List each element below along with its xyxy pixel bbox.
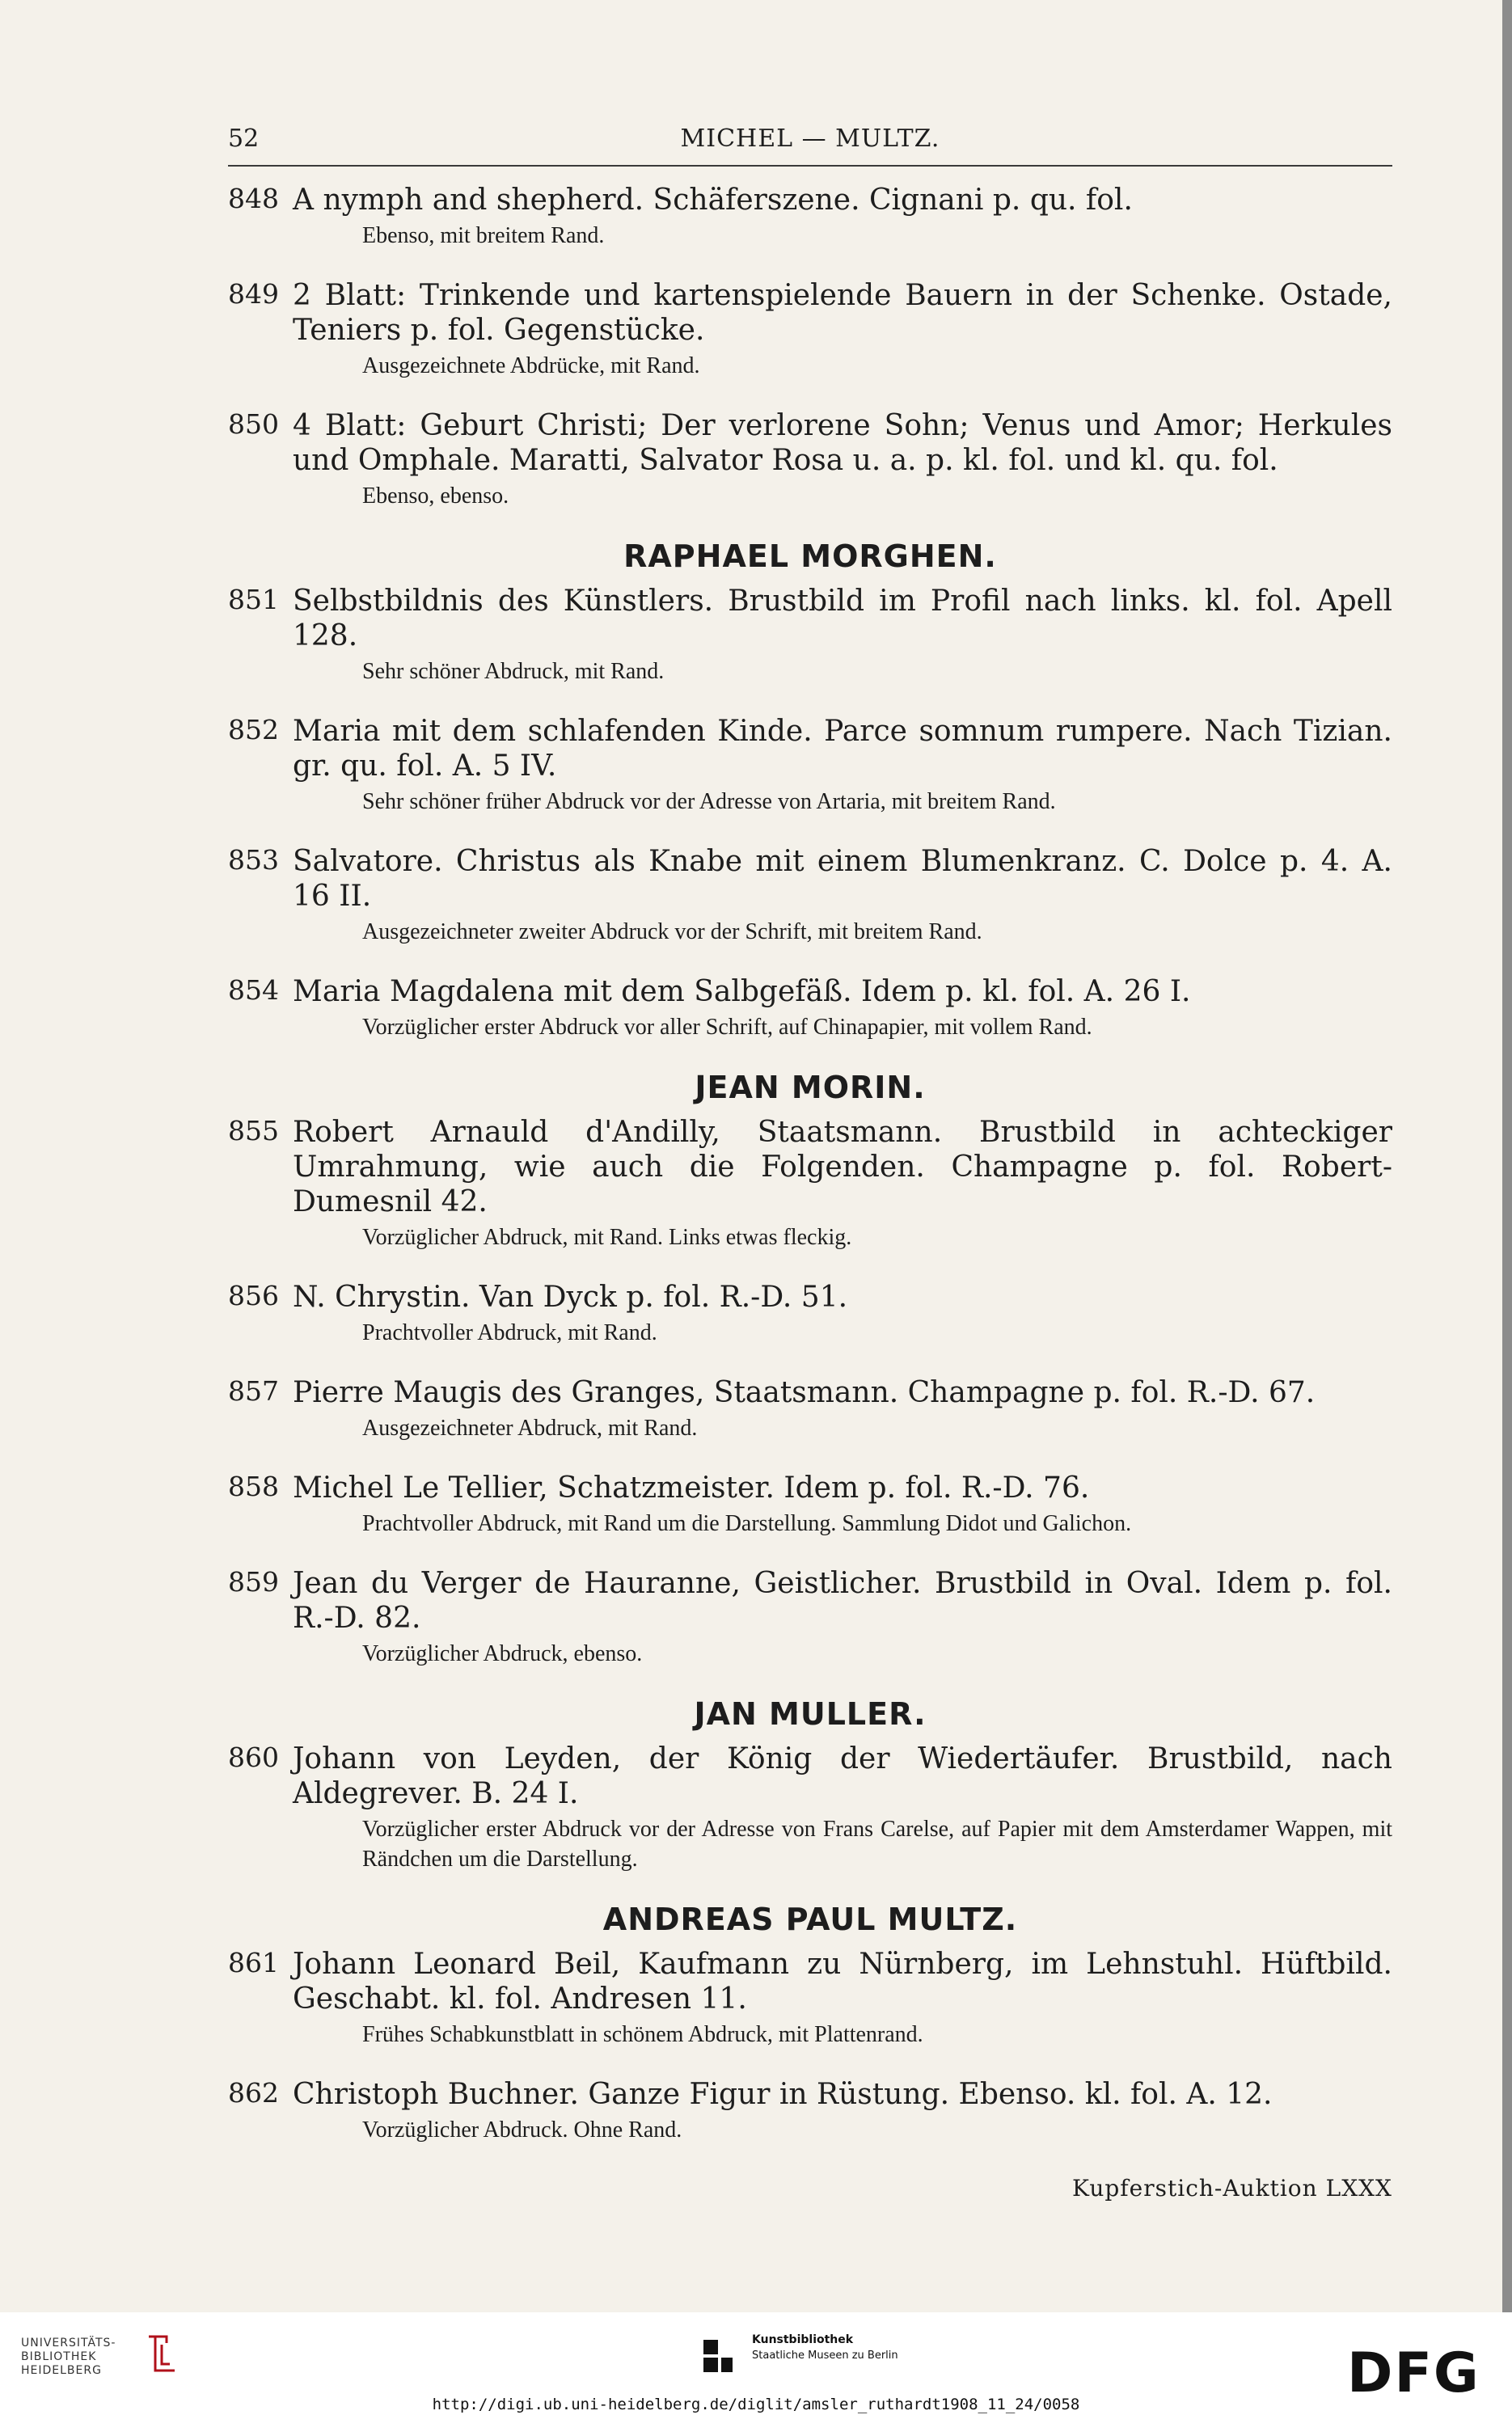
lot-number: 859 xyxy=(228,1566,279,1598)
kunstbibliothek-label xyxy=(752,2333,898,2362)
lot-description: Jean du Verger de Hauranne, Geistlicher. Brustbild in Oval. Idem p. fol. R.-D. 82. xyxy=(293,1567,1392,1635)
catalogue-content xyxy=(228,183,1392,2172)
catalogue-entry xyxy=(228,278,1392,381)
entry-group-muller xyxy=(228,1742,1392,1874)
lot-description: Johann Leonard Beil, Kaufmann zu Nürnberg, im Lehnstuhl. Hüftbild. Geschabt. kl. fol. Andresen 11. xyxy=(293,1948,1392,2016)
uni-line-1: UNIVERSITÄTS- xyxy=(21,2337,116,2350)
lot-description: 4 Blatt: Geburt Christi; Der verlorene Sohn; Venus und Amor; Herkules und Omphale. Maratti, Salvator Rosa u. a. p. kl. fol. und kl. qu. fol. xyxy=(293,409,1392,477)
lot-condition-note: Prachtvoller Abdruck, mit Rand. xyxy=(362,1320,657,1345)
lot-number: 862 xyxy=(228,2077,279,2109)
lot-condition-note: Sehr schöner Abdruck, mit Rand. xyxy=(362,659,665,684)
catalogue-entry xyxy=(228,584,1392,686)
lot-description: Salvatore. Christus als Knabe mit einem Blumenkranz. C. Dolce p. 4. A. 16 II. xyxy=(293,845,1392,913)
entry-group-morin xyxy=(228,1115,1392,1669)
lot-condition-note: Sehr schöner früher Abdruck vor der Adresse von Artaria, mit breitem Rand. xyxy=(362,789,1056,814)
lot-number: 861 xyxy=(228,1947,279,1978)
lot-condition-note: Ausgezeichnete Abdrücke, mit Rand. xyxy=(362,353,700,378)
uni-line-2: BIBLIOTHEK xyxy=(21,2350,97,2363)
lot-condition-note: Vorzüglicher Abdruck, ebenso. xyxy=(362,1641,643,1666)
lot-condition-note: Vorzüglicher erster Abdruck vor der Adresse von Frans Carelse, auf Papier mit dem Amsterdamer Wappen, mit Rändchen um die Darstellung. xyxy=(362,1817,1392,1872)
lot-number: 853 xyxy=(228,844,279,876)
section-heading-multz: ANDREAS PAUL MULTZ. xyxy=(602,1902,1018,1937)
lot-condition-note: Ebenso, mit breitem Rand. xyxy=(362,223,605,248)
lot-number: 848 xyxy=(228,183,279,214)
catalogue-entry xyxy=(228,844,1392,947)
lot-description: Christoph Buchner. Ganze Figur in Rüstung. Ebenso. kl. fol. A. 12. xyxy=(293,2078,1273,2111)
lot-description: Michel Le Tellier, Schatzmeister. Idem p. fol. R.-D. 76. xyxy=(293,1471,1090,1505)
lot-condition-note: Ebenso, ebenso. xyxy=(362,483,509,509)
catalogue-entry xyxy=(228,1280,1392,1348)
lot-condition-note: Ausgezeichneter Abdruck, mit Rand. xyxy=(362,1416,698,1441)
lot-description: Selbstbildnis des Künstlers. Brustbild im Profil nach links. kl. fol. Apell 128. xyxy=(293,585,1392,652)
lot-condition-note: Vorzüglicher erster Abdruck vor aller Schrift, auf Chinapapier, mit vollem Rand. xyxy=(362,1015,1092,1040)
catalogue-entry xyxy=(228,1947,1392,2050)
lot-description: Maria Magdalena mit dem Salbgefäß. Idem p. kl. fol. A. 26 I. xyxy=(293,975,1191,1008)
lot-description: Robert Arnauld d'Andilly, Staatsmann. Brustbild in achteckiger Umrahmung, wie auch die Folgenden. Champagne p. fol. Robert-Dumesnil 42. xyxy=(293,1116,1392,1218)
section-heading-muller: JAN MULLER. xyxy=(694,1696,927,1732)
permalink-url[interactable]: http://digi.ub.uni-heidelberg.de/diglit/amsler_ruthardt1908_11_24/0058 xyxy=(432,2396,1080,2413)
catalogue-entry xyxy=(228,2077,1392,2145)
catalogue-entry xyxy=(228,974,1392,1042)
university-library-label xyxy=(21,2337,116,2378)
lot-number: 858 xyxy=(228,1471,279,1502)
catalogue-entry xyxy=(228,408,1392,511)
footer-bar xyxy=(0,2312,1512,2415)
lot-number: 851 xyxy=(228,584,279,615)
heidelberg-logo-icon[interactable] xyxy=(142,2328,183,2379)
catalogue-entry xyxy=(228,1375,1392,1443)
lot-number: 849 xyxy=(228,278,279,310)
lot-condition-note: Prachtvoller Abdruck, mit Rand um die Darstellung. Sammlung Didot und Galichon. xyxy=(362,1511,1132,1536)
section-heading-morghen: RAPHAEL MORGHEN. xyxy=(623,538,997,574)
lot-number: 856 xyxy=(228,1280,279,1311)
lot-condition-note: Vorzüglicher Abdruck, mit Rand. Links etwas fleckig. xyxy=(362,1225,852,1250)
lot-description: Pierre Maugis des Granges, Staatsmann. Champagne p. fol. R.-D. 67. xyxy=(293,1376,1316,1409)
lot-condition-note: Ausgezeichneter zweiter Abdruck vor der Schrift, mit breitem Rand. xyxy=(362,919,982,944)
lot-number: 857 xyxy=(228,1375,279,1407)
signature-line: Kupferstich-Auktion LXXX xyxy=(1072,2175,1392,2202)
lot-number: 860 xyxy=(228,1742,279,1773)
catalogue-entry xyxy=(228,1115,1392,1252)
entry-group-michel xyxy=(228,183,1392,511)
running-head: MICHEL — MULTZ. xyxy=(680,125,940,153)
catalogue-entry xyxy=(228,714,1392,817)
page-number: 52 xyxy=(228,125,260,153)
lot-description: 2 Blatt: Trinkende und kartenspielende Bauern in der Schenke. Ostade, Teniers p. fol. Gegenstücke. xyxy=(293,279,1392,347)
lot-number: 855 xyxy=(228,1115,279,1146)
catalogue-entry xyxy=(228,1742,1392,1874)
lot-description: A nymph and shepherd. Schäferszene. Cignani p. qu. fol. xyxy=(293,184,1133,217)
kunstbibliothek-logo-icon[interactable] xyxy=(692,2337,737,2377)
catalogue-entry xyxy=(228,1566,1392,1669)
dfg-logo[interactable]: DFG xyxy=(1347,2341,1480,2405)
lot-description: Maria mit dem schlafenden Kinde. Parce somnum rumpere. Nach Tizian. gr. qu. fol. A. 5 IV. xyxy=(293,715,1392,783)
kb-subtitle: Staatliche Museen zu Berlin xyxy=(752,2350,898,2362)
section-heading-morin: JEAN MORIN. xyxy=(695,1070,926,1105)
lot-number: 854 xyxy=(228,974,279,1006)
lot-description: Johann von Leyden, der König der Wiedertäufer. Brustbild, nach Aldegrever. B. 24 I. xyxy=(293,1742,1392,1810)
entry-group-multz xyxy=(228,1947,1392,2145)
lot-number: 852 xyxy=(228,714,279,745)
page-header xyxy=(228,125,1392,167)
kb-title: Kunstbibliothek xyxy=(752,2333,854,2346)
entry-group-morghen xyxy=(228,584,1392,1042)
catalogue-entry xyxy=(228,183,1392,251)
lot-number: 850 xyxy=(228,408,279,440)
uni-line-3: HEIDELBERG xyxy=(21,2364,102,2377)
lot-condition-note: Vorzüglicher Abdruck. Ohne Rand. xyxy=(362,2117,682,2143)
lot-condition-note: Frühes Schabkunstblatt in schönem Abdruck, mit Plattenrand. xyxy=(362,2022,923,2047)
lot-description: N. Chrystin. Van Dyck p. fol. R.-D. 51. xyxy=(293,1281,848,1314)
catalogue-entry xyxy=(228,1471,1392,1539)
